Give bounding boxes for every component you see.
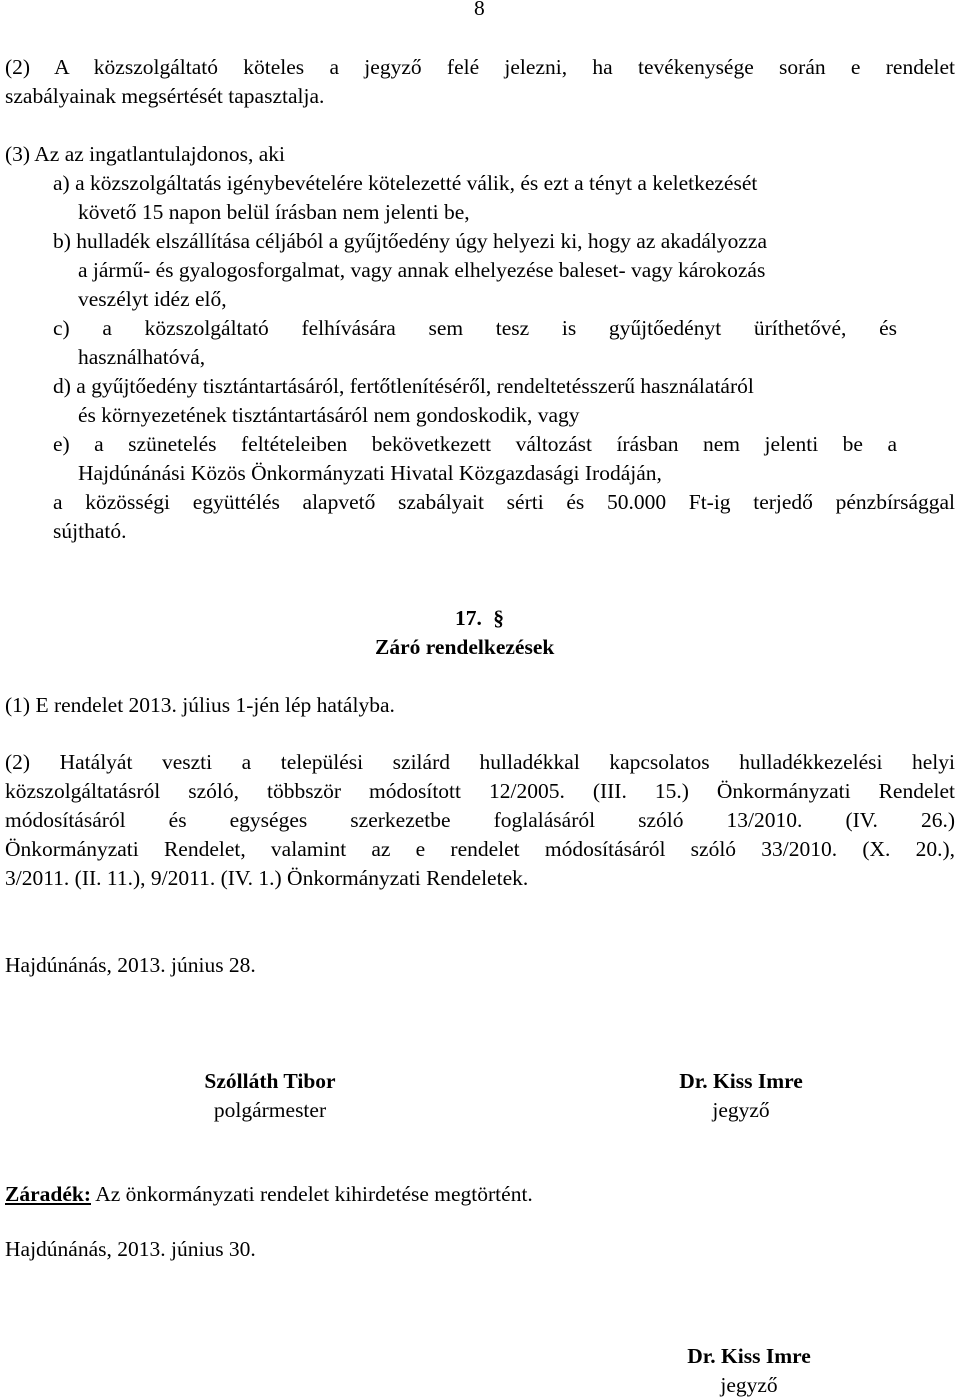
- par3-item-b-line1: b) hulladék elszállítása céljából a gyűjtőedény úgy helyezi ki, hogy az akadályozza: [53, 229, 767, 253]
- final-par2-line4: Önkormányzati Rendelet, valamint az e rendelet módosításáról szóló 33/2010. (X. 20.),: [5, 837, 955, 861]
- place-date: Hajdúnánás, 2013. június 28.: [5, 953, 256, 977]
- par2-line2: szabályainak megsértését tapasztalja.: [5, 84, 325, 108]
- par3-item-d-line1: d) a gyűjtőedény tisztántartásáról, fertőtlenítéséről, rendeltetésszerű használatáról: [53, 374, 754, 398]
- final-par1: (1) E rendelet 2013. július 1-jén lép hatályba.: [5, 693, 395, 717]
- par3-item-a-line2: követő 15 napon belül írásban nem jelenti be,: [78, 200, 470, 224]
- signature-notary-name: Dr. Kiss Imre: [679, 1069, 803, 1093]
- par3-item-b-line2: a jármű- és gyalogosforgalmat, vagy annak elhelyezése baleset- vagy károkozás: [78, 258, 766, 282]
- final-signature-name: Dr. Kiss Imre: [687, 1344, 811, 1368]
- final-par2-line3: módosításáról és egységes szerkezetbe foglalásáról szóló 13/2010. (IV. 26.): [5, 808, 955, 832]
- final-signature-role: jegyző: [720, 1373, 778, 1397]
- section-heading-number: [455, 604, 504, 633]
- section-symbol: §: [493, 606, 504, 630]
- final-par2-line2: közszolgáltatásról szóló, többször módosított 12/2005. (III. 15.) Önkormányzati Rendelet: [5, 779, 955, 803]
- signature-mayor-name: Szólláth Tibor: [204, 1069, 336, 1093]
- clause-label: Záradék:: [5, 1182, 91, 1206]
- final-par2-line1: (2) Hatályát veszti a települési szilárd hulladékkal kapcsolatos hulladékkezelési helyi: [5, 750, 955, 774]
- signature-mayor-role: polgármester: [213, 1098, 327, 1122]
- par3-item-c-line2: használhatóvá,: [78, 345, 206, 369]
- par2-line1: (2) A közszolgáltató köteles a jegyző felé jelezni, ha tevékenysége során e rendelet: [5, 55, 955, 79]
- par3-item-d-line2: és környezetének tisztántartásáról nem gondoskodik, vagy: [78, 403, 580, 427]
- clause-date: Hajdúnánás, 2013. június 30.: [5, 1237, 256, 1261]
- signature-notary-role: jegyző: [712, 1098, 770, 1122]
- section-title: Záró rendelkezések: [375, 635, 555, 659]
- final-par2-line5: 3/2011. (II. 11.), 9/2011. (IV. 1.) Önkormányzati Rendeletek.: [5, 866, 529, 890]
- par3-tail-line1: a közösségi együttélés alapvető szabályait sérti és 50.000 Ft-ig terjedő pénzbírsággal: [53, 490, 955, 514]
- page-number: 8: [474, 0, 485, 20]
- par3-item-c-line1: c) a közszolgáltató felhívására sem tesz is gyűjtőedényt üríthetővé, és: [53, 316, 897, 340]
- par3-item-a-line1: a) a közszolgáltatás igénybevételére kötelezetté válik, és ezt a tényt a keletkezését: [53, 171, 758, 195]
- par3-item-e-line1: e) a szünetelés feltételeiben bekövetkezett változást írásban nem jelenti be a: [53, 432, 897, 456]
- par3-item-b-line3: veszélyt idéz elő,: [78, 287, 227, 311]
- par3-item-e-line2: Hajdúnánási Közös Önkormányzati Hivatal Közgazdasági Irodáján,: [78, 461, 662, 485]
- clause-text: Az önkormányzati rendelet kihirdetése megtörtént.: [91, 1182, 533, 1206]
- par3-tail-line2: sújtható.: [53, 519, 127, 543]
- section-number: 17.: [455, 606, 482, 630]
- par3-intro: (3) Az az ingatlantulajdonos, aki: [5, 142, 286, 166]
- clause: [5, 1180, 533, 1209]
